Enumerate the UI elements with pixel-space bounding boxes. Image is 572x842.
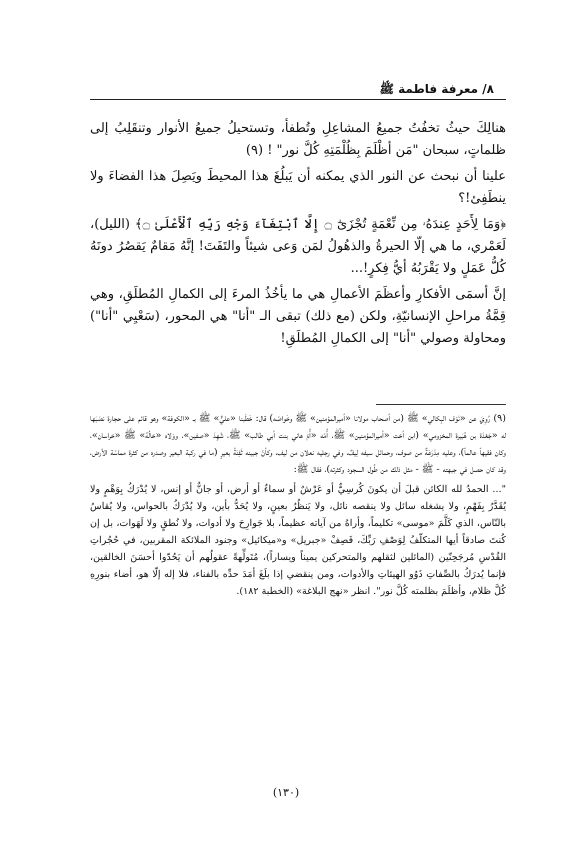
footnote (90, 410, 506, 603)
paragraph: علينا أن نبحث عن النور الذي يمكنه أن يَبلُغَ هذا المحيطَ ويَصِلَ هذا الفضاءَ ولا ينطَفِئ!؟ (90, 169, 506, 206)
footnote-paragraph: "... الحمدُ لله الكائن قبلَ أن يكونَ كُرسِيٌّ أو عَرْشٌ أو سماءٌ أو أرض، أو جانٌّ أو إنس، لا يُدْرَكُ بِوَهْمٍ ولا يُقَدَّرُ بِفَهْمٍ، ولا يشغله سائل ولا ينقصه نائل، ولا يَنظُرُ بعينٍ، ولا يُحَدُّ بأين، ولا يُدْرَكُ بالحواس، ولا يُقاسُ بالنّاس، الذي كَلَّمَ «موسى» تكليماً، وأراهُ من آياته عظيماً، بلا جَوارِحَ ولا أدوات، ولا نُطقٍ ولا لَهَوات، بل إن كُنتَ صادقاً أيها المتكلّفُ لِوَصْفِ رَبِّكَ، فَصِفْ «جبريل» و«ميكائيل» وجنود الملائكة المقربين، في حُجُراتِ القُدْسِ مُرجَحِنّين (المائلين لثقلهم والمتحركين يميناً ويساراً)، مُتَولِّهةً عقولُهم أن يَحُدّوا أحسَنَ الخالقين، فإنما يُدرَكُ بالصِّفاتِ ذَوُو الهيئاتِ والأدوات، ومن ينقضي إذا بلَغَ أمَدَ حدِّه بالفناء، فلا إله إلّا هو، أضاء بنورِهِ كُلَّ ظلام، وأظلَمَ بظلمته كُلَّ نور". انظر «نهج البلاغة» (الخطبة ١٨٢). (90, 484, 506, 597)
main-text (90, 118, 506, 354)
header-divider (90, 99, 506, 100)
paragraph: إنَّ أسمَى الأفكارِ وأعظَمَ الأعمالِ هي ما يأخُذُ المرءَ إلى الكمالِ المُطلَقِ، وهي قِمَّةُ مراحلِ الإنسانيّةِ، ولكن (مع ذلك) تبقى الـ "أنا" هي المحور، (سَعْيِي "أنا") ومحاولة وصولي "أنا" إلى الكمالِ المُطلَقِ! (90, 287, 506, 346)
page-number: (١٣٠) (272, 786, 300, 799)
footnote-divider (376, 404, 506, 405)
paragraph: ﴿وَمَا لِأَحَدٍ عِندَهُۥ مِن نِّعْمَةٍ تُجْزَىٰٓ ۝ إِلَّا ٱبْتِغَآءَ وَجْهِ رَبِّهِ ٱلْأَعْلَىٰ ۝﴾ (الليل)، لَعَمْري، ما هي إلّا الحيرةُ والذهُولُ لمَن وَعى شيئاً والتَفَتَ! إنَّهُ مَقامٌ يَقصُرُ دونَهُ كُلُّ عَمَلٍ ولا يَقْرَبُهُ أيُّ فِكرٍ!... (90, 217, 507, 276)
paragraph: هنالِكَ حيثُ تخفُتُ جميعُ المشاعِلِ وتُطفأ، وتستحيلُ جميعُ الأنوار وتنقَلِبُ إلى ظلماتٍ، سبحان "مَن أظْلَمَ بِظُلْمَتِهِ كُلَّ نور" ! (٩) (90, 121, 506, 158)
footnote-paragraph: (٩) رُوِيَ عن «نَوْف البِكالي» ﷺ (من أصحاب مولانا «أميرالمؤمنين» ﷺ وخَواصّه) قال: خَطَبنا «عليٌّ» ﷺ بـ «الكوفة» وهو قائم على حجارة نصَبَها له «جَعْدَة بن هُبَيرة المخزومي» (ابن أخت «أميرالمؤمنين» ﷺ، أُمّه «أُمّ هاني بنت أبي طالب» ﷺ، شَهِدَ «صفين»، ووَلاه «خالُهُ» ﷺ «خراسان»، وكان فقيهاً عالماً)، وعليه مِدْرَعَةٌ من صوف، وحمائل سيفه لِيفٌ، وفي رجليه نعلان من ليف، وكأنّ جبينه ثَفِنَةُ بعيرٍ (ما في ركبة البعير وصدره من كثرة مماسّة الأرض، وقد كان حصل في جبهته - ﷺ - مثل ذلك من طُول السجود وكثرته)، فقال ﷺ: (90, 413, 506, 475)
running-header: ٨/ معرفة فاطمة ﷺ (379, 82, 494, 96)
